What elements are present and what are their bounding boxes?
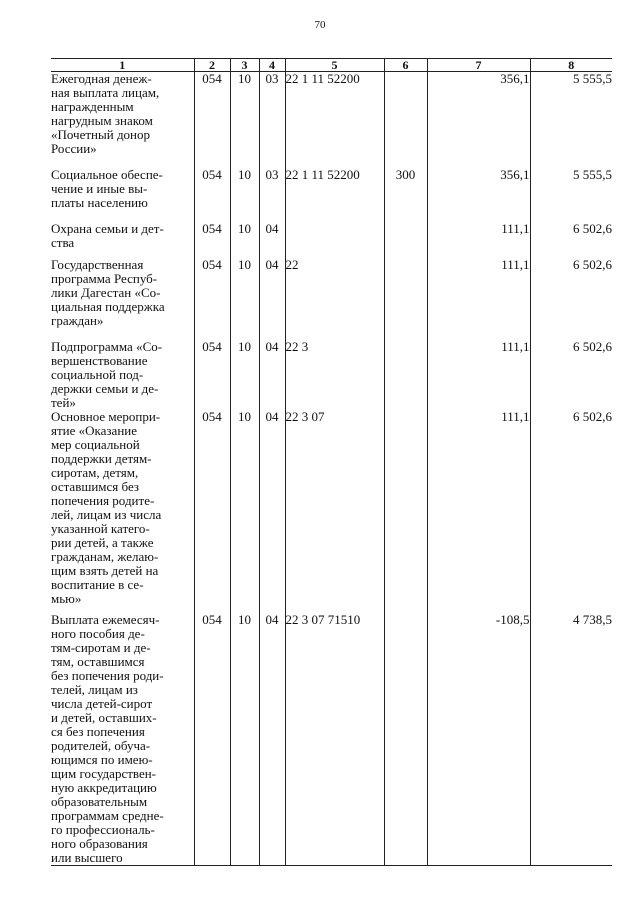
item-name-line: Основное меропри- [51, 408, 161, 424]
ministry-code-cell: 054 [194, 168, 230, 222]
section-code-cell: 10 [230, 613, 259, 866]
item-name-line: Ежегодная денеж- [51, 71, 152, 86]
column-header: 1 [51, 59, 194, 72]
amount-change-cell: -108,5 [427, 613, 530, 866]
item-name-cell [51, 258, 194, 340]
item-name-line: лей, лицам из числа [51, 506, 162, 522]
item-name-line: тям, оставшимся [51, 653, 145, 669]
expense-type-cell [384, 613, 427, 866]
item-name-line: «Почетный донор [51, 127, 151, 142]
item-name-line: ющимся по имею- [51, 751, 153, 767]
ministry-code-cell: 054 [194, 72, 230, 168]
item-name-cell [51, 410, 194, 613]
item-name-line: и детей, оставших- [51, 709, 157, 725]
item-name-line: держки семьи и де- [51, 380, 159, 396]
section-code-cell: 10 [230, 72, 259, 168]
item-name-line: попечения родите- [51, 492, 155, 508]
page-number: 70 [314, 19, 326, 31]
column-header: 2 [194, 59, 230, 72]
subsection-code-cell: 04 [259, 222, 285, 258]
table-row [51, 168, 612, 222]
amount-total-cell: 5 555,5 [530, 72, 612, 168]
item-name-line: программа Респуб- [51, 270, 158, 286]
column-header: 8 [530, 59, 612, 72]
column-header: 7 [427, 59, 530, 72]
item-name-line: ного пособия де- [51, 625, 145, 641]
amount-total-cell: 6 502,6 [530, 222, 612, 258]
table-row [51, 258, 612, 340]
item-name-line: Выплата ежемесяч- [51, 611, 160, 627]
item-name-line: социальной под- [51, 366, 144, 382]
amount-total-cell: 6 502,6 [530, 410, 612, 613]
column-header: 6 [384, 59, 427, 72]
item-name-cell [51, 222, 194, 258]
table-row [51, 410, 612, 613]
column-header: 4 [259, 59, 285, 72]
subsection-code-cell: 03 [259, 72, 285, 168]
subsection-code-cell: 04 [259, 613, 285, 866]
target-article-cell [285, 222, 384, 258]
expense-type-cell [384, 222, 427, 258]
item-name-line: поддержки детям- [51, 450, 152, 466]
amount-total-cell: 6 502,6 [530, 340, 612, 410]
item-name-line: граждан» [51, 312, 104, 328]
header-row [51, 59, 612, 72]
expense-type-cell [384, 410, 427, 613]
item-name-line: ная выплата лицам, [51, 85, 160, 100]
item-name-line: Государственная [51, 256, 144, 272]
amount-change-cell: 111,1 [427, 222, 530, 258]
amount-change-cell: 111,1 [427, 410, 530, 613]
item-name-line: образовательным [51, 793, 148, 809]
expense-type-cell: 300 [384, 168, 427, 222]
item-name-line: сиротам, детям, [51, 464, 139, 480]
amount-change-cell: 356,1 [427, 168, 530, 222]
item-name-line: или высшего [51, 849, 123, 865]
target-article-cell: 22 3 07 [285, 410, 384, 613]
amount-total-cell: 4 738,5 [530, 613, 612, 866]
table-row [51, 613, 612, 866]
table-row [51, 222, 612, 258]
section-code-cell: 10 [230, 258, 259, 340]
item-name-line: воспитание в се- [51, 576, 144, 592]
item-name-line: рии детей, а также [51, 534, 154, 550]
item-name-line: ся без попечения [51, 723, 145, 739]
item-name-line: Охрана семьи и дет- [51, 220, 164, 236]
item-name-line: ную аккредитацию [51, 779, 157, 795]
section-code-cell: 10 [230, 410, 259, 613]
column-header: 5 [285, 59, 384, 72]
section-code-cell: 10 [230, 340, 259, 410]
expense-type-cell [384, 258, 427, 340]
item-name-line: щим взять детей на [51, 562, 159, 578]
item-name-line: мер социальной [51, 436, 140, 452]
item-name-cell [51, 168, 194, 222]
subsection-code-cell: 03 [259, 168, 285, 222]
table-row [51, 340, 612, 410]
item-name-line: ятие «Оказание [51, 422, 138, 438]
section-code-cell: 10 [230, 222, 259, 258]
item-name-cell [51, 72, 194, 168]
item-name-line: го профессиональ- [51, 821, 155, 837]
item-name-line: оставшимся без [51, 478, 140, 494]
item-name-line: чение и иные вы- [51, 180, 148, 196]
item-name-line: ного образования [51, 835, 148, 851]
item-name-line: без попечения роди- [51, 667, 164, 683]
item-name-line: циальная поддержка [51, 298, 165, 314]
item-name-line: вершенствование [51, 352, 148, 368]
subsection-code-cell: 04 [259, 258, 285, 340]
amount-change-cell: 111,1 [427, 340, 530, 410]
ministry-code-cell: 054 [194, 258, 230, 340]
amount-total-cell: 5 555,5 [530, 168, 612, 222]
item-name-line: Подпрограмма «Со- [51, 338, 163, 354]
target-article-cell: 22 [285, 258, 384, 340]
item-name-line: награжденным [51, 99, 134, 114]
subsection-code-cell: 04 [259, 340, 285, 410]
column-header: 3 [230, 59, 259, 72]
item-name-line: лики Дагестан «Со- [51, 284, 161, 300]
ministry-code-cell: 054 [194, 410, 230, 613]
item-name-line: ства [51, 234, 75, 250]
item-name-line: родителей, обуча- [51, 737, 151, 753]
item-name-line: России» [51, 141, 97, 156]
item-name-line: тей» [51, 394, 76, 410]
expense-type-cell [384, 72, 427, 168]
ministry-code-cell: 054 [194, 340, 230, 410]
ministry-code-cell: 054 [194, 613, 230, 866]
item-name-cell [51, 613, 194, 866]
expense-type-cell [384, 340, 427, 410]
subsection-code-cell: 04 [259, 410, 285, 613]
target-article-cell: 22 1 11 52200 [285, 72, 384, 168]
item-name-line: платы населению [51, 194, 148, 210]
item-name-line: числа детей-сирот [51, 695, 153, 711]
section-code-cell: 10 [230, 168, 259, 222]
amount-change-cell: 356,1 [427, 72, 530, 168]
item-name-line: мью» [51, 590, 82, 606]
target-article-cell: 22 3 07 71510 [285, 613, 384, 866]
target-article-cell: 22 1 11 52200 [285, 168, 384, 222]
item-name-line: тям-сиротам и де- [51, 639, 151, 655]
budget-table [51, 58, 612, 866]
item-name-line: гражданам, желаю- [51, 548, 159, 564]
item-name-line: щим государствен- [51, 765, 157, 781]
item-name-line: нагрудным знаком [51, 113, 153, 128]
item-name-line: программам средне- [51, 807, 164, 823]
target-article-cell: 22 3 [285, 340, 384, 410]
amount-change-cell: 111,1 [427, 258, 530, 340]
amount-total-cell: 6 502,6 [530, 258, 612, 340]
ministry-code-cell: 054 [194, 222, 230, 258]
item-name-line: телей, лицам из [51, 681, 138, 697]
item-name-line: указанной катего- [51, 520, 150, 536]
item-name-cell [51, 340, 194, 410]
table-row [51, 72, 612, 168]
item-name-line: Социальное обеспе- [51, 166, 163, 182]
